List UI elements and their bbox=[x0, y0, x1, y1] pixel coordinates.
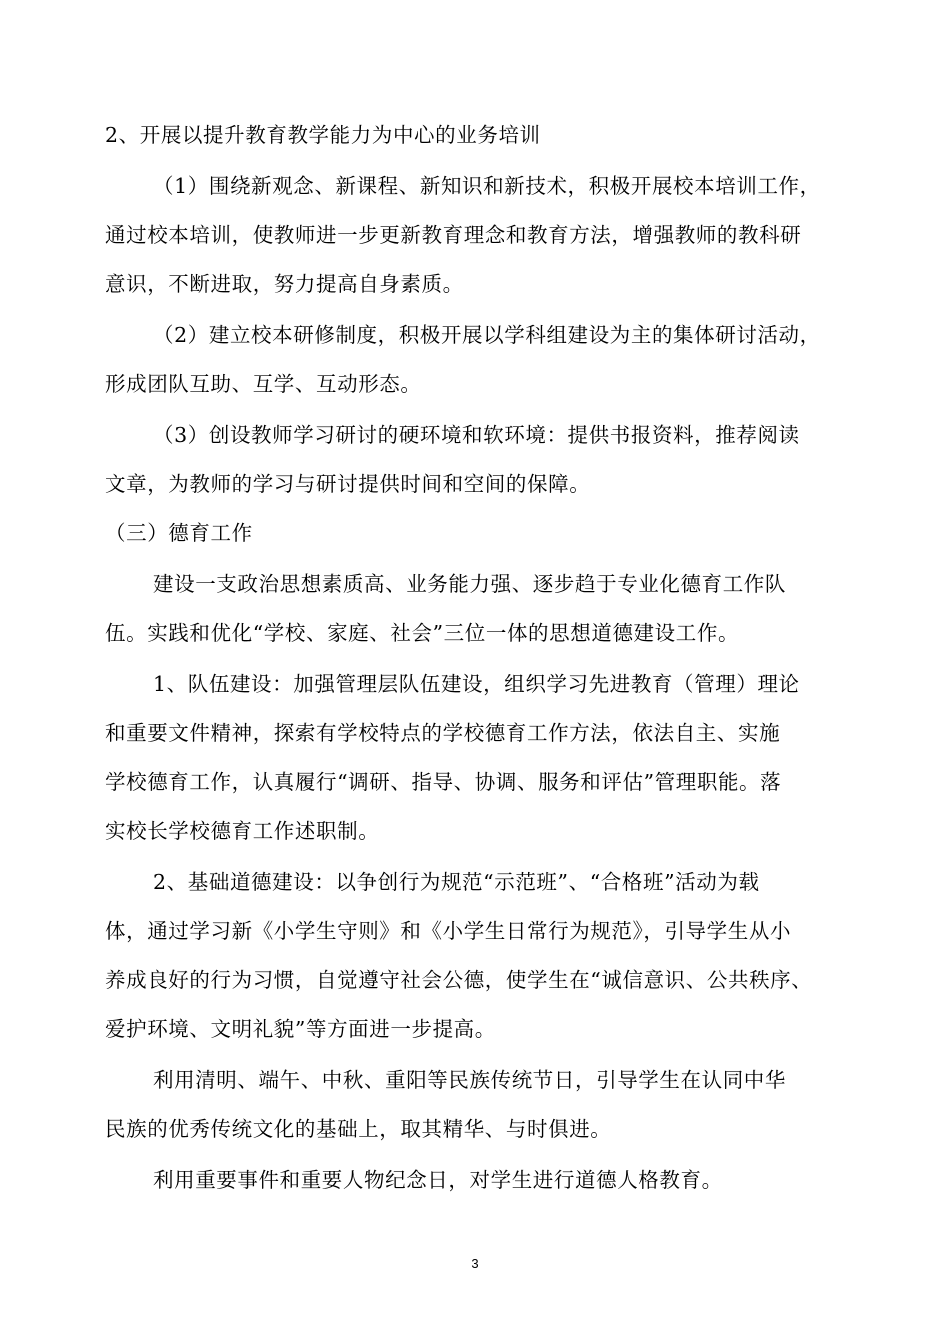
paragraph-line: 文章，为教师的学习与研讨提供时间和空间的保障。 bbox=[105, 472, 591, 496]
paragraph-line: 通过校本培训，使教师进一步更新教育理念和教育方法，增强教师的教科研 bbox=[105, 223, 802, 247]
section-heading-moral-education: （三）德育工作 bbox=[105, 521, 253, 545]
heading-training: 2、开展以提升教育教学能力为中心的业务培训 bbox=[105, 123, 541, 147]
paragraph-line: 养成良好的行为习惯，自觉遵守社会公德，使学生在“诚信意识、公共秩序、 bbox=[105, 968, 813, 992]
paragraph-line: 利用重要事件和重要人物纪念日，对学生进行道德人格教育。 bbox=[153, 1168, 723, 1192]
paragraph-line: 利用清明、端午、中秋、重阳等民族传统节日，引导学生在认同中华 bbox=[153, 1068, 786, 1092]
page-number: 3 bbox=[471, 1256, 479, 1271]
paragraph-line: 体，通过学习新《小学生守则》和《小学生日常行为规范》，引导学生从小 bbox=[105, 919, 792, 943]
paragraph-line: 伍。实践和优化“学校、家庭、社会”三位一体的思想道德建设工作。 bbox=[105, 621, 740, 645]
paragraph-line: 爱护环境、文明礼貌”等方面进一步提高。 bbox=[105, 1017, 496, 1041]
paragraph-line: （1）围绕新观念、新课程、新知识和新技术，积极开展校本培训工作， bbox=[153, 174, 821, 198]
paragraph-line: （3）创设教师学习研讨的硬环境和软环境：提供书报资料，推荐阅读 bbox=[153, 423, 800, 447]
paragraph-line: 和重要文件精神，探索有学校特点的学校德育工作方法，依法自主、实施 bbox=[105, 721, 781, 745]
paragraph-line: 学校德育工作，认真履行“调研、指导、协调、服务和评估”管理职能。落 bbox=[105, 770, 782, 794]
paragraph-line: 2、基础道德建设：以争创行为规范“示范班”、“合格班”活动为载 bbox=[153, 870, 760, 894]
paragraph-line: 形成团队互助、互学、互动形态。 bbox=[105, 372, 422, 396]
paragraph-line: （2）建立校本研修制度，积极开展以学科组建设为主的集体研讨活动， bbox=[153, 323, 821, 347]
paragraph-line: 民族的优秀传统文化的基础上，取其精华、与时俱进。 bbox=[105, 1117, 612, 1141]
paragraph-line: 建设一支政治思想素质高、业务能力强、逐步趋于专业化德育工作队 bbox=[153, 572, 786, 596]
paragraph-line: 1、队伍建设：加强管理层队伍建设，组织学习先进教育（管理）理论 bbox=[153, 672, 800, 696]
paragraph-line: 实校长学校德育工作述职制。 bbox=[105, 819, 380, 843]
paragraph-line: 意识，不断进取，努力提高自身素质。 bbox=[105, 272, 464, 296]
